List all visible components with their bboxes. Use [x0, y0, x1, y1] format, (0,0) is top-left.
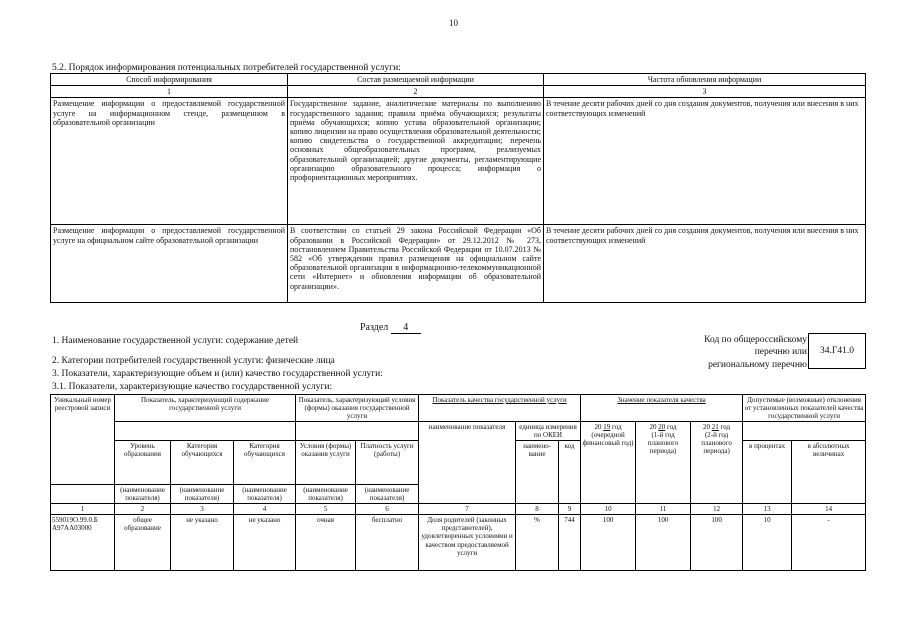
cell-indicator: Доля родителей (законных представителей), удовлетворенных условиями и качеством предоставляемой услуги [419, 515, 516, 571]
pct: в процентах [743, 441, 792, 504]
header-row-2 [51, 422, 866, 441]
section-number: 4 [391, 322, 421, 334]
h-name: наименование показателя [419, 422, 516, 504]
header-row-1 [51, 395, 866, 422]
c-level: Уровень образования [115, 441, 171, 485]
param: (наименование показателя) [115, 485, 171, 504]
y-sub: (1-й год планового периода) [647, 431, 679, 456]
y-post: год [720, 423, 731, 432]
h-allow: Допустимые (возможные) отклонения от установленных показателей качества государственной услуги [743, 395, 866, 422]
h-unit: единица измерения по ОКЕИ [516, 422, 581, 441]
header-way: Способ информирования [51, 74, 288, 86]
col-num: 2 [115, 504, 171, 515]
num-row [51, 504, 866, 515]
table-row [51, 515, 866, 571]
cell-unit: % [516, 515, 559, 571]
table-row [51, 98, 866, 225]
param: (наименование показателя) [171, 485, 234, 504]
freq-cell: В течение десяти рабочих дней со дня создания документов, получения или внесения в них соответствующих изменений [544, 225, 866, 303]
param: (наименование показателя) [296, 485, 356, 504]
code-label-line: перечню или [754, 347, 807, 358]
col-num: 9 [559, 504, 581, 515]
cell-pay: бесплатно [356, 515, 419, 571]
h-value: Значение показателя качества [581, 395, 743, 422]
section-5-2-heading: 5.2. Порядок информирования потенциальных потребителей государственной услуги: [52, 63, 401, 73]
cell-cat2: не указано [234, 515, 296, 571]
col-num: 1 [51, 504, 115, 515]
quality-indicators-heading: 3.1. Показатели, характеризующие качество государственной услуги: [52, 382, 333, 392]
h-cond: Показатель, характеризующий условия (формы) оказания государственной услуги [296, 395, 419, 422]
col-num: 8 [516, 504, 559, 515]
c-cat1: Категория обучающихся [171, 441, 234, 485]
y-pre: 20 [649, 423, 657, 432]
spacer [296, 422, 419, 441]
y-post: год [667, 423, 677, 432]
col-num: 12 [691, 504, 743, 515]
code-value: 34.Г41.0 [808, 333, 866, 369]
spacer [115, 422, 296, 441]
code-label-line: Код по общероссийскому [704, 335, 807, 345]
h-quality: Показатель качества государственной услуги [419, 395, 581, 422]
param: (наименование показателя) [234, 485, 296, 504]
y-val: 19 [603, 423, 611, 432]
table-num-row [51, 86, 866, 98]
indicators-heading: 3. Показатели, характеризующие объем и (или) качество государственной услуги: [52, 369, 383, 379]
cell-usl: очная [296, 515, 356, 571]
u-code: код [559, 441, 581, 504]
y-val: 21 [711, 423, 719, 432]
section-title [360, 322, 421, 334]
cell-pct: 10 [743, 515, 792, 571]
col-num: 7 [419, 504, 516, 515]
informing-table [50, 73, 866, 303]
cell-cat1: не указано [171, 515, 234, 571]
c-pay: Платность услуги (работы) [356, 441, 419, 485]
way-cell: Размещение информации о предоставляемой государственной услуге на официальном сайте образовательной организации [51, 225, 288, 303]
content-cell: В соответствии со статьей 29 закона Российской Федерации «Об образовании в Российской Федерации» от 29.12.2012 № 273, постановлением Правительства Российской Федерации от 10.07.2013 № 582 «Об утверждении правил размещения на официальном сайте образовательной организации в информационно-телекоммуникационной сети «Интернет» и обновления информации об образовательной организации». [288, 225, 544, 303]
code-label [662, 334, 807, 371]
col-num: 14 [792, 504, 866, 515]
cell-y1: 100 [581, 515, 636, 571]
y-pre: 20 [594, 423, 602, 432]
content-cell: Государственное задание, аналитические материалы по выполнению государственного задания; правила приёма обучающихся; результаты приёма обучающихся; копию устава образовательной организации; копию лицензии на право осуществления образовательной деятельности; копию свидетельства о государственной аккредитации; перечень основных общеобразовательных программ, реализуемых образовательной организацией; другие документы, регламентирующие организацию образовательного процесса; информация о профориентационных мероприятиях. [288, 98, 544, 225]
header-content: Состав размещаемой информации [288, 74, 544, 86]
table-row [51, 225, 866, 303]
col-num: 5 [296, 504, 356, 515]
quality-table [50, 394, 866, 571]
c-cat2: Категория обучающихся [234, 441, 296, 485]
table-header-row [51, 74, 866, 86]
code-label-line: региональному перечню [708, 359, 807, 370]
h-year-1 [581, 422, 636, 504]
freq-cell: В течение десяти рабочих дней со дня создания документов, получения или внесения в них соответствующих изменений [544, 98, 866, 225]
u-name: наимено-вание [516, 441, 559, 504]
y-val: 20 [658, 423, 666, 432]
h-year-2 [636, 422, 691, 504]
col-num: 3 [544, 86, 866, 98]
col-num: 3 [171, 504, 234, 515]
y-pre: 20 [703, 423, 711, 432]
col-num: 11 [636, 504, 691, 515]
consumer-categories: 2. Категории потребителей государственной услуги: физические лица [52, 356, 335, 366]
cell-abs: - [792, 515, 866, 571]
param: (наименование показателя) [356, 485, 419, 504]
y-sub: (очередной финансовый год) [582, 431, 634, 448]
page-number: 10 [449, 18, 458, 28]
cell-code: 744 [559, 515, 581, 571]
col-num: 10 [581, 504, 636, 515]
abs: в абсолютных величинах [792, 441, 866, 504]
h-year-3 [691, 422, 743, 504]
cell-level: общее образование [115, 515, 171, 571]
y-post: год [612, 423, 622, 432]
cell-y2: 100 [636, 515, 691, 571]
col-num: 4 [234, 504, 296, 515]
col-num: 1 [51, 86, 288, 98]
col-num: 13 [743, 504, 792, 515]
cell-y3: 100 [691, 515, 743, 571]
cell-unique: 559019О.99.0.Б А97АА03000 [51, 515, 115, 571]
y-sub: (2-й год планового периода) [701, 431, 732, 456]
c-usl: Условия (формы) оказания услуги [296, 441, 356, 485]
spacer [51, 485, 115, 504]
h-content: Показатель, характеризующий содержание государственной услуги [115, 395, 296, 422]
spacer [743, 422, 866, 441]
h-unique: Уникальный номер реестровой записи [51, 395, 115, 485]
header-freq: Частота обновления информации [544, 74, 866, 86]
col-num: 2 [288, 86, 544, 98]
way-cell: Размещение информации о предоставляемой государственной услуге на информационном стенде, размещенном в образовательной организации [51, 98, 288, 225]
col-num: 6 [356, 504, 419, 515]
service-name: 1. Наименование государственной услуги: содержание детей [52, 336, 299, 346]
section-label: Раздел [360, 322, 389, 333]
